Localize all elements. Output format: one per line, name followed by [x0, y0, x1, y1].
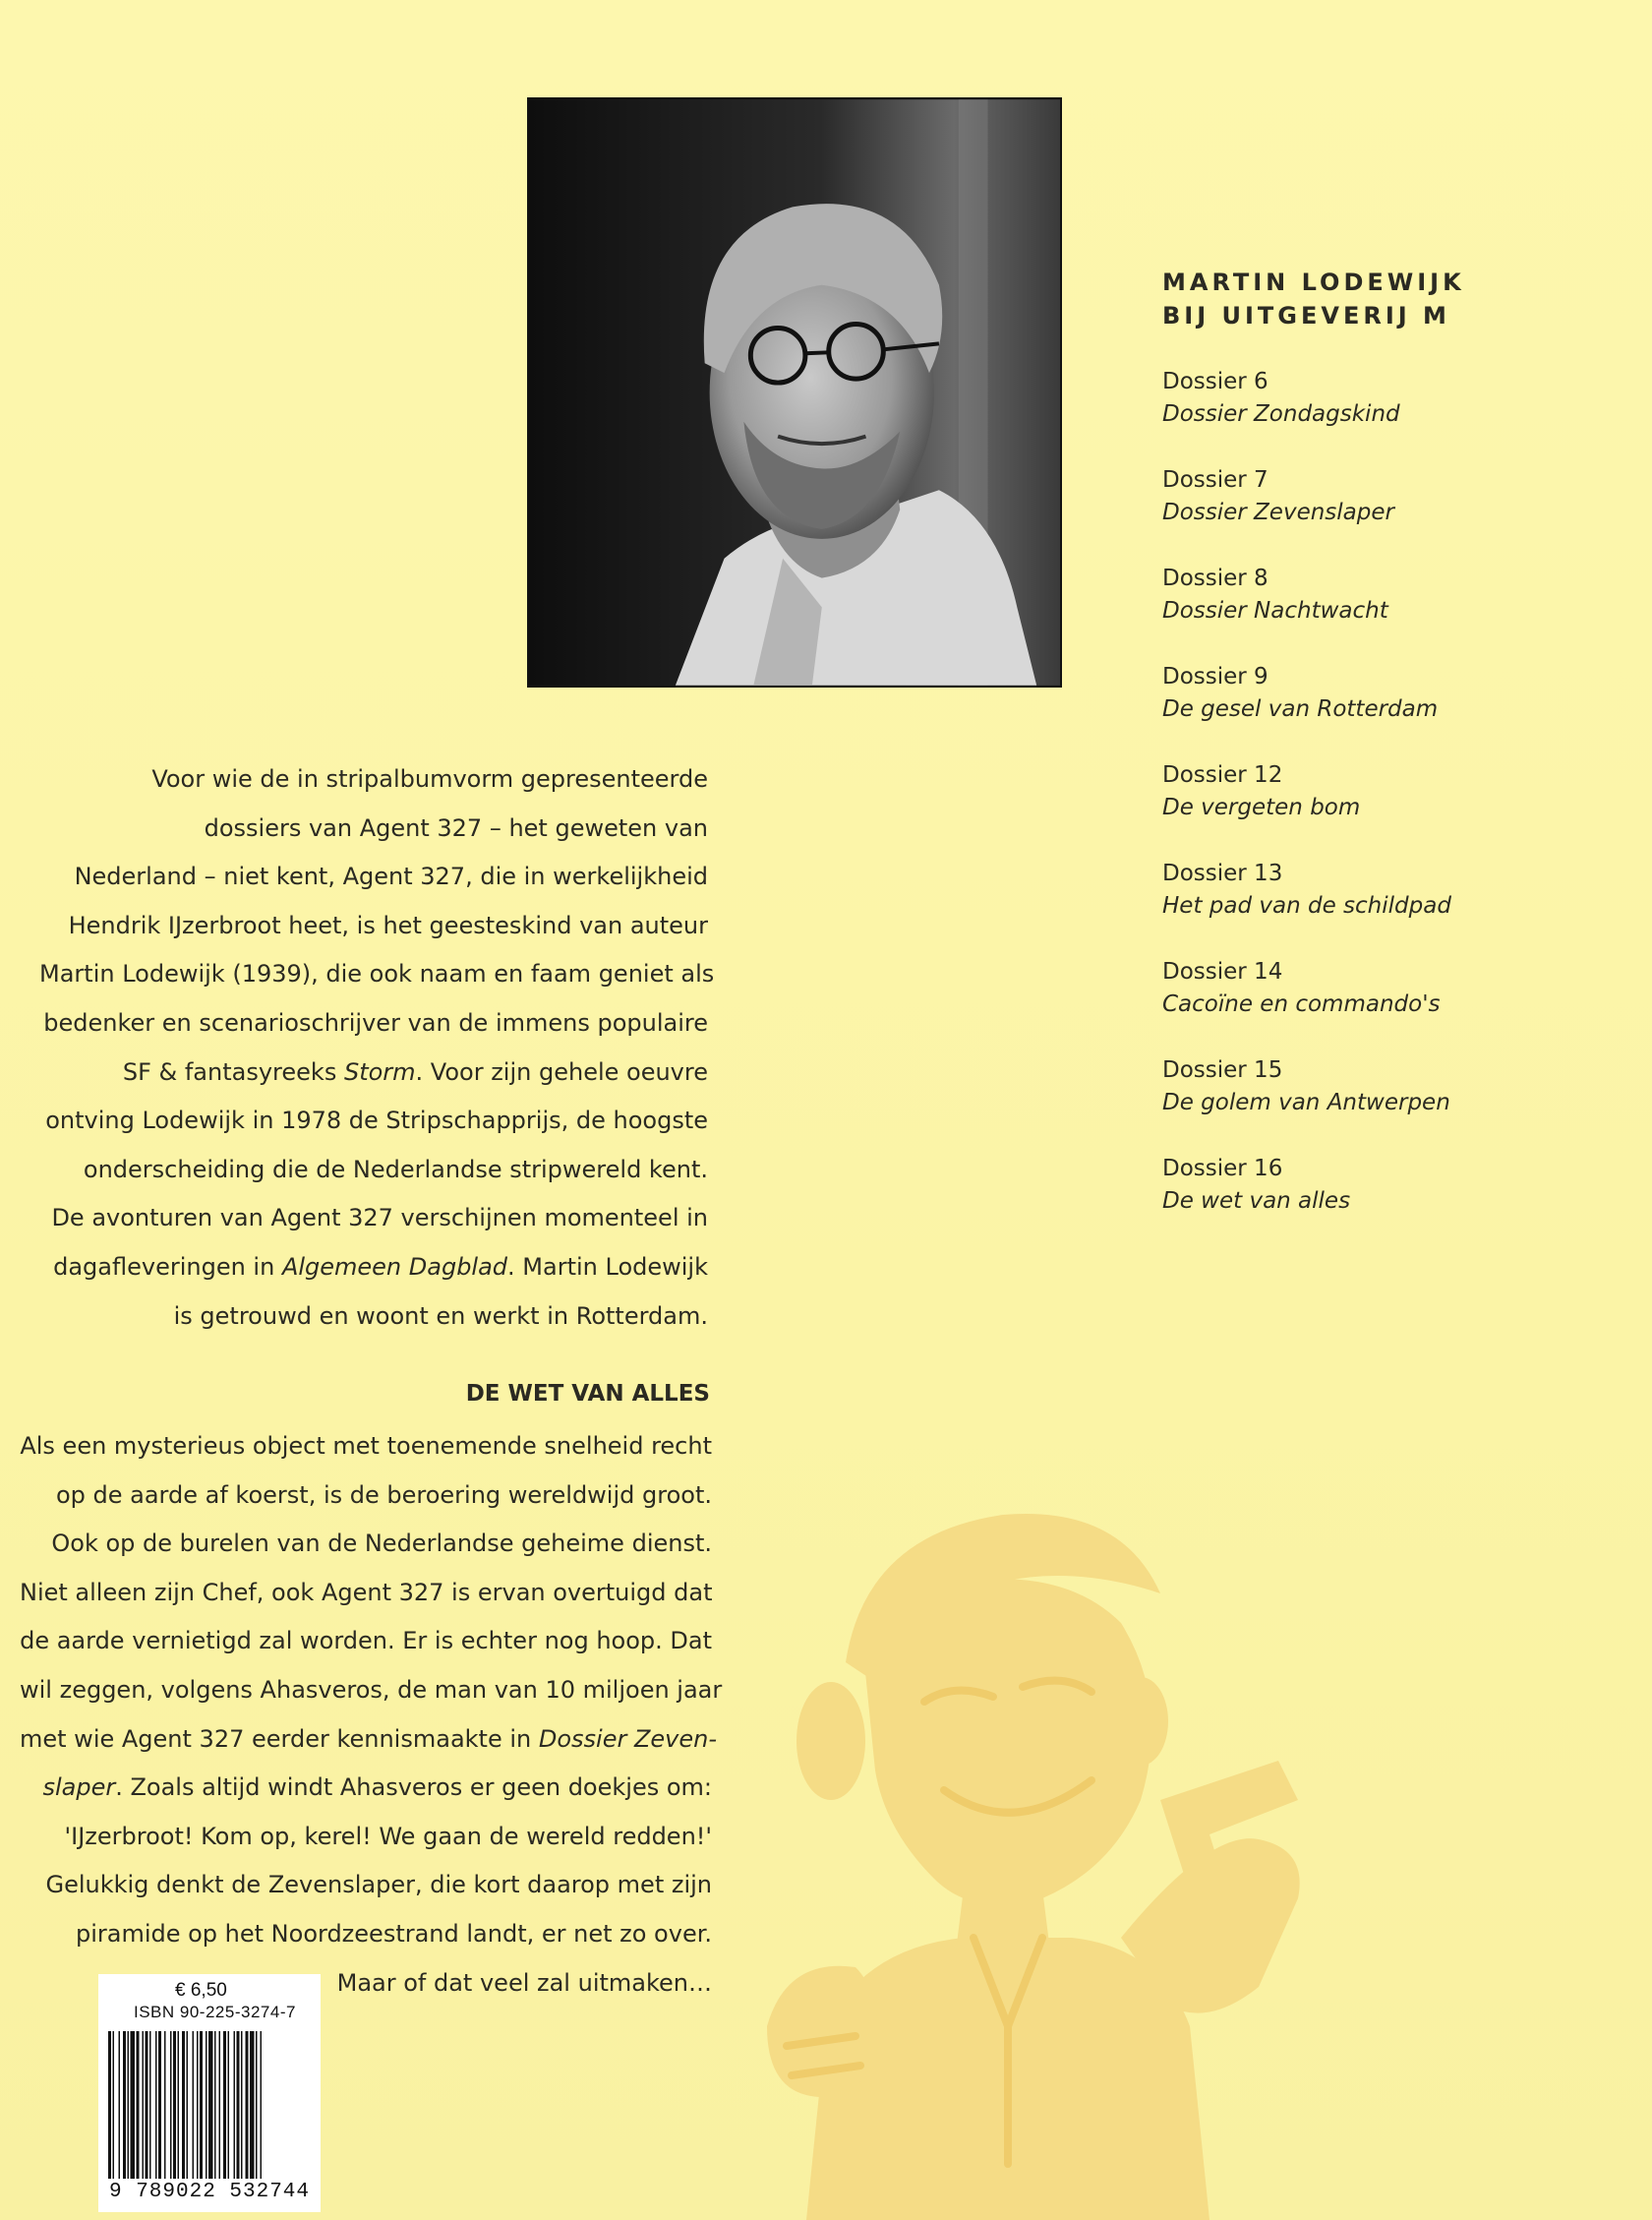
story-text: . Zoals altijd windt Ahasveros er geen doekjes om: [115, 1773, 712, 1802]
bibliography-heading-line2: BIJ UITGEVERIJ M [1162, 302, 1450, 330]
dossier-number: Dossier 6 [1162, 369, 1268, 394]
dossier-number: Dossier 7 [1162, 467, 1268, 493]
dossier-number: Dossier 12 [1162, 762, 1283, 788]
bibliography-item [1162, 1153, 1595, 1251]
dossier-number: Dossier 14 [1162, 959, 1283, 985]
barcode-bar [214, 2031, 216, 2179]
story-text: met wie Agent 327 eerder kennismaakte in [20, 1724, 539, 1753]
story-line: piramide op het Noordzeestrand landt, er net zo over. [75, 1919, 712, 1948]
bio-line: De avonturen van Agent 327 verschijnen momenteel in [51, 1204, 708, 1232]
bibliography-item [1162, 759, 1595, 858]
author-portrait-image [529, 99, 1060, 686]
bio-line: bedenker en scenarioschrijver van de immens populaire [43, 1008, 708, 1037]
bio-line: Martin Lodewijk (1939), die ook naam en faam geniet als [39, 960, 715, 989]
story-line: Niet alleen zijn Chef, ook Agent 327 is ervan overtuigd dat [20, 1578, 713, 1606]
bio-line: ontving Lodewijk in 1978 de Stripschapprijs, de hoogste [45, 1107, 708, 1135]
dossier-number: Dossier 16 [1162, 1156, 1283, 1181]
barcode-bar [241, 2031, 243, 2179]
bibliography-heading [1162, 266, 1595, 332]
story-line [20, 1764, 712, 1813]
bibliography-item [1162, 956, 1595, 1054]
price-text: € 6,50 [175, 1980, 227, 2001]
story-line: de aarde vernietigd zal worden. Er is echter nog hoop. Dat [20, 1627, 712, 1655]
dossier-title: Dossier Zevenslaper [1162, 500, 1394, 525]
author-portrait [527, 97, 1062, 688]
dossier-title: De wet van alles [1162, 1188, 1351, 1214]
barcode-bar [123, 2031, 126, 2179]
bio-line: Hendrik IJzerbroot heet, is het geesteskind van auteur [68, 911, 708, 939]
agent-327-mascot-illustration [747, 1475, 1357, 2220]
story-line: Ook op de burelen van de Nederlandse geheime dienst. [51, 1530, 712, 1558]
bio-line: onderscheiding die de Nederlandse stripwereld kent. [83, 1155, 708, 1183]
dossier-title: De golem van Antwerpen [1162, 1090, 1450, 1115]
bio-line [39, 1049, 708, 1098]
bibliography-item [1162, 464, 1595, 563]
album-title-ref: slaper [42, 1773, 116, 1802]
barcode-bar [219, 2031, 221, 2179]
barcode-bar [256, 2031, 258, 2179]
barcode-bar [119, 2031, 121, 2179]
story-title: DE WET VAN ALLES [465, 1381, 710, 1407]
barcode-bar [246, 2031, 249, 2179]
dossier-title: De gesel van Rotterdam [1162, 696, 1439, 722]
dossier-title: Dossier Nachtwacht [1162, 598, 1388, 624]
barcode-bar [206, 2031, 207, 2179]
dossier-title: Cacoïne en commando's [1162, 991, 1441, 1017]
series-title-storm: Storm [343, 1057, 416, 1086]
barcode-bar [187, 2031, 189, 2179]
barcode-bar [234, 2031, 236, 2179]
dossier-title: Het pad van de schildpad [1162, 893, 1451, 919]
barcode-bar [200, 2031, 203, 2179]
bio-line: is getrouwd en woont en werkt in Rotterdam. [173, 1301, 708, 1330]
author-bio [39, 755, 715, 1341]
barcode-bar [146, 2031, 148, 2179]
barcode-bar [128, 2031, 130, 2179]
isbn-text: ISBN 90-225-3274-7 [134, 2003, 296, 2021]
barcode-bar [250, 2031, 255, 2179]
story-line: Als een mysterieus object met toenemende snelheid recht [20, 1432, 712, 1460]
dossier-title: De vergeten bom [1162, 795, 1361, 820]
album-title-ref: Dossier Zeven- [538, 1724, 718, 1753]
bibliography-list [1162, 266, 1595, 1251]
story-line: Maar of dat veel zal uitmaken… [336, 1968, 712, 1997]
barcode-bar [137, 2031, 140, 2179]
barcode-bar [197, 2031, 199, 2179]
story-line [20, 1715, 718, 1765]
barcode-bar [182, 2031, 185, 2179]
barcode-bar [131, 2031, 136, 2179]
barcode-bar [223, 2031, 226, 2179]
bio-line: dossiers van Agent 327 – het geweten van [204, 813, 708, 842]
barcode-bar [170, 2031, 172, 2179]
barcode-bar [178, 2031, 180, 2179]
bio-text: SF & fantasyreeks [122, 1057, 344, 1086]
bibliography-item [1162, 366, 1595, 464]
bibliography-item [1162, 563, 1595, 661]
barcode-bar [208, 2031, 213, 2179]
dossier-number: Dossier 13 [1162, 861, 1283, 886]
barcode-bar [173, 2031, 176, 2179]
bibliography-item [1162, 1054, 1595, 1153]
bio-line: Nederland – niet kent, Agent 327, die in werkelijkheid [74, 863, 708, 891]
barcode-bar [158, 2031, 161, 2179]
bibliography-item [1162, 661, 1595, 759]
barcode-bar [143, 2031, 145, 2179]
barcode-bar [164, 2031, 166, 2179]
barcode-bar [108, 2031, 111, 2179]
story-line: op de aarde af koerst, is de beroering wereldwijd groot. [55, 1480, 712, 1509]
dossier-number: Dossier 9 [1162, 664, 1268, 690]
barcode-bar [155, 2031, 157, 2179]
barcode-bar [261, 2031, 263, 2179]
story-line: wil zeggen, volgens Ahasveros, de man van 10 miljoen jaar [20, 1675, 723, 1704]
story-blurb [20, 1422, 723, 2008]
bio-text: . Voor zijn gehele oeuvre [415, 1057, 708, 1086]
bibliography-item [1162, 858, 1595, 956]
bio-line: Voor wie de in stripalbumvorm gepresenteerde [151, 765, 708, 793]
barcode-bar [237, 2031, 240, 2179]
bio-text: . Martin Lodewijk [507, 1252, 708, 1281]
barcode-bar [193, 2031, 195, 2179]
dossier-number: Dossier 15 [1162, 1057, 1283, 1083]
bio-line [39, 1243, 708, 1292]
barcode-bars [106, 2031, 311, 2179]
barcode-bar [113, 2031, 115, 2179]
story-line: 'IJzerbroot! Kom op, kerel! We gaan de wereld redden!' [64, 1822, 712, 1850]
price-barcode-label [98, 1974, 321, 2212]
barcode-bar [228, 2031, 230, 2179]
bio-text: dagafleveringen in [53, 1252, 282, 1281]
dossier-title: Dossier Zondagskind [1162, 401, 1400, 427]
ean-number: 9 789022 532744 [108, 2181, 311, 2203]
newspaper-title: Algemeen Dagblad [281, 1252, 508, 1281]
barcode-bar [149, 2031, 151, 2179]
dossier-number: Dossier 8 [1162, 566, 1268, 591]
bibliography-heading-line1: MARTIN LODEWIJK [1162, 269, 1465, 296]
story-line: Gelukkig denkt de Zevenslaper, die kort daarop met zijn [45, 1871, 712, 1899]
